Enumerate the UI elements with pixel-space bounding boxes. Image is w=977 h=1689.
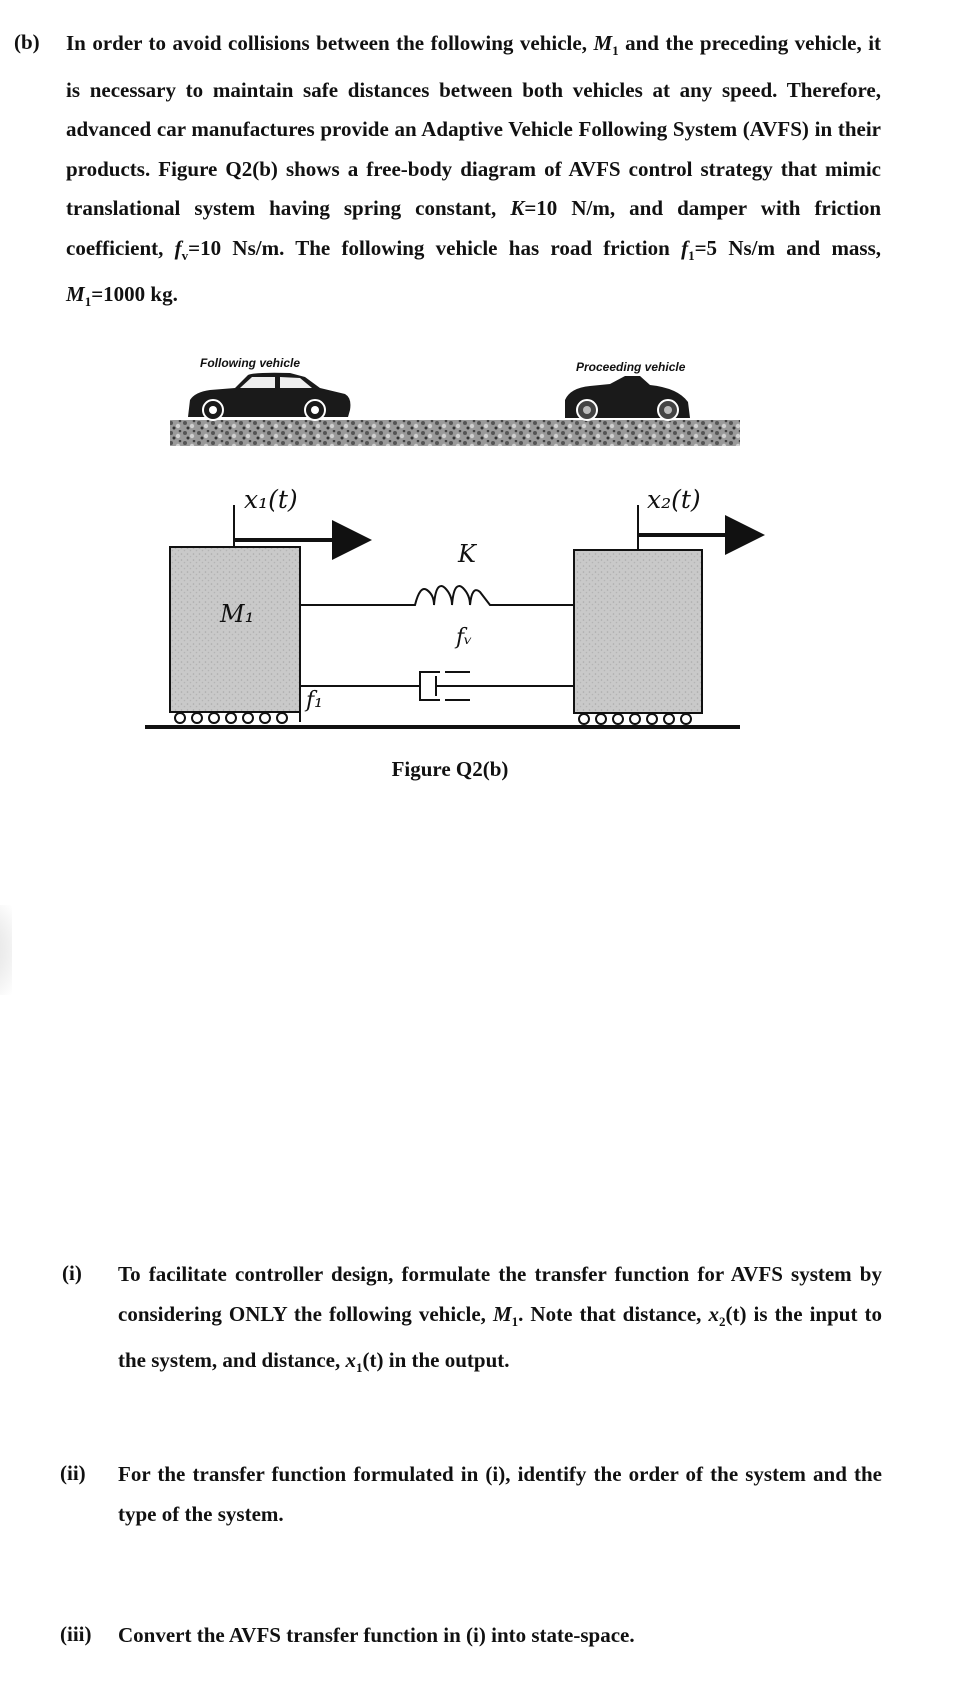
figure-q2b [0, 0, 977, 800]
preceding-vehicle-label: Proceeding vehicle [576, 360, 686, 374]
x1-label: x₁(t) [244, 485, 298, 514]
sub-iii-label: (iii) [60, 1622, 92, 1646]
spring-k-label: K [458, 540, 476, 568]
sub-ii-text: For the transfer function formulated in (i), identify the order of the system and the type of the system. [118, 1462, 882, 1526]
road-gravel [170, 420, 740, 446]
x2-label: x₂(t) [647, 485, 701, 514]
mass-block-2 [574, 550, 702, 713]
following-vehicle-label: Following vehicle [200, 356, 301, 370]
sub-ii-label: (ii) [60, 1461, 86, 1485]
damper-fv [300, 672, 574, 700]
damper-fv-label: fᵥ [456, 625, 473, 650]
preceding-vehicle-car [565, 376, 690, 420]
sub-i-label: (i) [62, 1261, 82, 1285]
mass-m1-label: M₁ [220, 600, 255, 628]
following-vehicle-car [188, 373, 350, 420]
part-b-label: (b) [14, 30, 40, 54]
spring-k [300, 586, 574, 605]
mass-2-wheels [579, 714, 691, 724]
road-friction-f1-label: f₁ [306, 688, 323, 713]
sub-iii-text: Convert the AVFS transfer function in (i) into state-space. [118, 1623, 635, 1647]
page-edge-shadow [0, 905, 12, 995]
part-b-paragraph: In order to avoid collisions between the following vehicle, $M_1$ and the preceding vehicle, it is necessary to maintain safe distances between both vehicles at any speed. Therefore, advanced car manufactures provide an Adaptive Vehicle Following System (AVFS) in their products. Figure Q2(b) shows a free-body diagram of AVFS control strategy that mimic translational system having spring constant, K=10 N/m, and damper with friction coefficient, $f_v=10$ Ns/m. The following vehicle has road friction $f_1=5$ Ns/m and mass, $M_1=1000$ kg. [66, 31, 882, 310]
sub-i-text: To facilitate controller design, formulate the transfer function for AVFS system by considering ONLY the following vehicle, $M_1$. Note that distance, $x_2(t)$ is the input to the system, and distance, $x_1(t)$ in the output. [118, 1262, 882, 1376]
mass-block-m1 [170, 547, 300, 712]
mass-m1-wheels [175, 713, 287, 723]
figure-caption: Figure Q2(b) [391, 757, 509, 781]
